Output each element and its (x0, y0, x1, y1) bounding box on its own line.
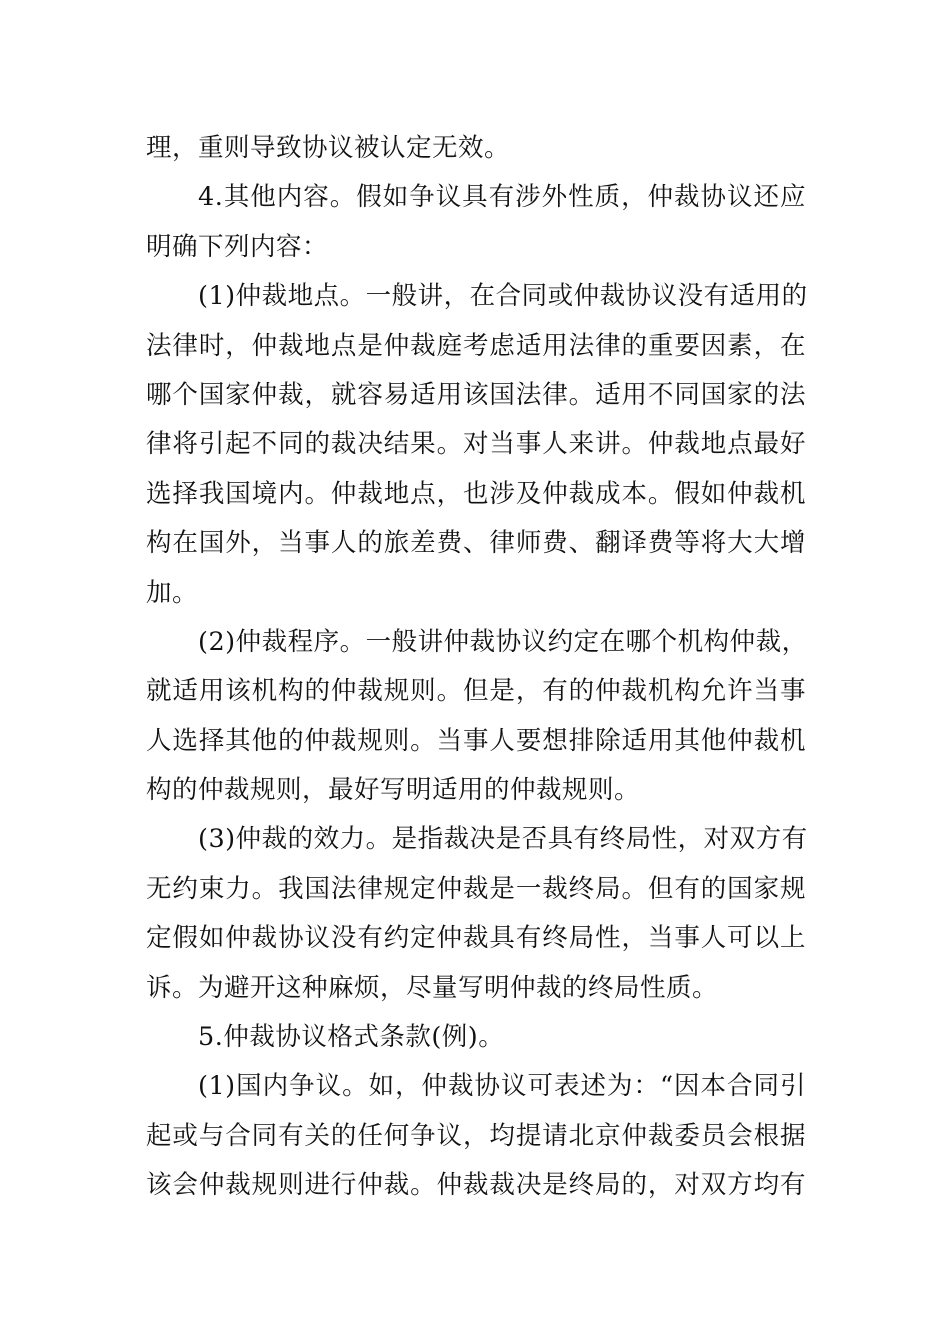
text-line: 构在国外，当事人的旅差费、律师费、翻译费等将大大增 (146, 528, 806, 559)
text-line: 5.仲裁协议格式条款(例)。 (198, 1022, 505, 1053)
text-line: 律将引起不同的裁决结果。对当事人来讲。仲裁地点最好 (146, 429, 806, 460)
text-line: 该会仲裁规则进行仲裁。仲裁裁决是终局的，对双方均有 (146, 1170, 806, 1201)
text-line: (1)国内争议。如，仲裁协议可表述为：“因本合同引 (198, 1071, 806, 1102)
text-line: 哪个国家仲裁，就容易适用该国法律。适用不同国家的法 (146, 379, 806, 410)
text-line: (2)仲裁程序。一般讲仲裁协议约定在哪个机构仲裁， (198, 626, 808, 657)
text-line: 选择我国境内。仲裁地点，也涉及仲裁成本。假如仲裁机 (146, 478, 806, 509)
text-line: 诉。为避开这种麻烦，尽量写明仲裁的终局性质。 (146, 972, 719, 1003)
text-line: 加。 (146, 577, 199, 608)
text-line: 理，重则导致协议被认定无效。 (146, 133, 511, 163)
text-line: 构的仲裁规则，最好写明适用的仲裁规则。 (146, 775, 641, 806)
text-line: 4.其他内容。假如争议具有涉外性质，仲裁协议还应 (198, 182, 806, 213)
text-line: 定假如仲裁协议没有约定仲裁具有终局性，当事人可以上 (146, 923, 806, 954)
text-line: 法律时，仲裁地点是仲裁庭考虑适用法律的重要因素，在 (146, 330, 806, 361)
text-line: 起或与合同有关的任何争议，均提请北京仲裁委员会根据 (146, 1120, 806, 1151)
text-line: 无约束力。我国法律规定仲裁是一裁终局。但有的国家规 (146, 873, 806, 904)
text-line: (1)仲裁地点。一般讲，在合同或仲裁协议没有适用的 (198, 281, 808, 312)
text-line: 明确下列内容： (146, 231, 329, 262)
text-line: 人选择其他的仲裁规则。当事人要想排除适用其他仲裁机 (146, 725, 806, 756)
body-text (146, 124, 806, 1211)
text-line: 就适用该机构的仲裁规则。但是，有的仲裁机构允许当事 (146, 676, 806, 707)
text-line: (3)仲裁的效力。是指裁决是否具有终局性，对双方有 (198, 824, 808, 855)
